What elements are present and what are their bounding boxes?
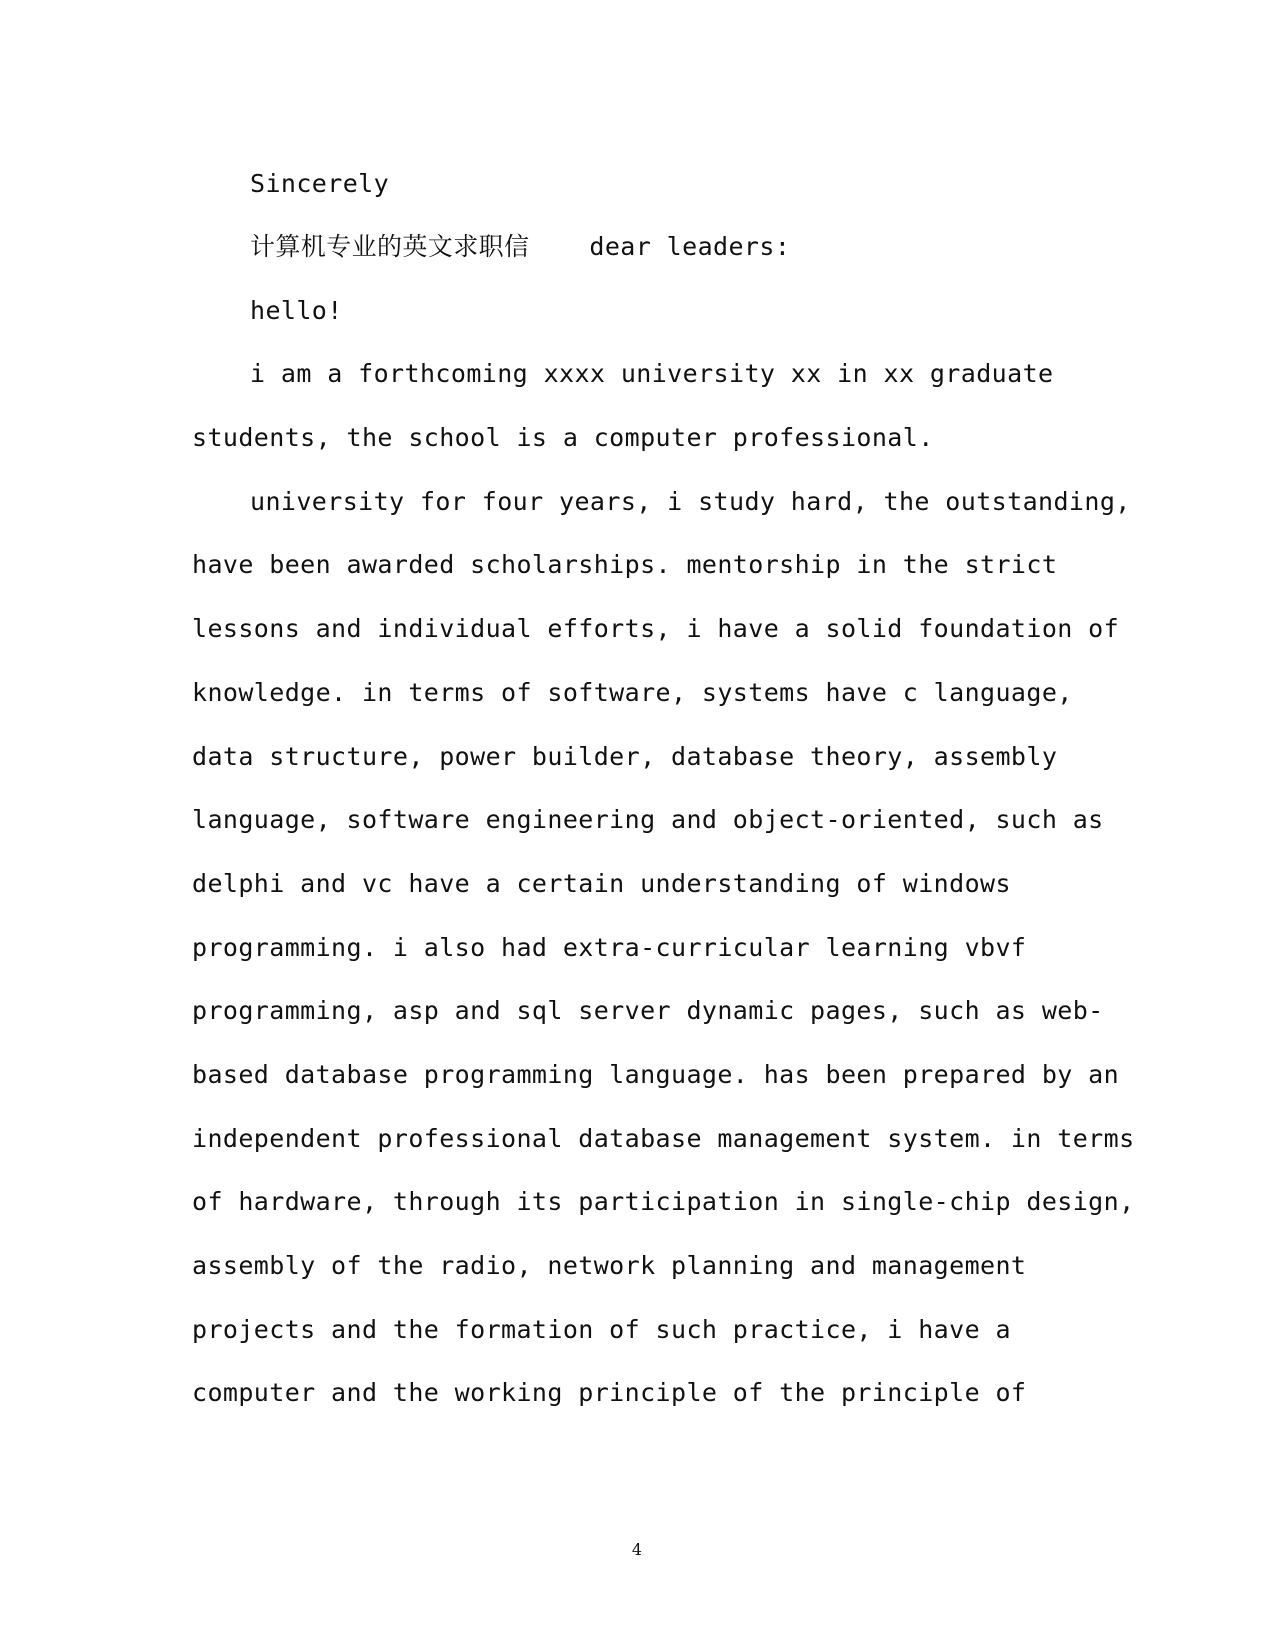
paragraph-line: computer and the working principle of the principle of: [192, 1378, 1027, 1407]
paragraph-line: university for four years, i study hard, the outstanding,: [250, 487, 1131, 516]
paragraph-line: have been awarded scholarships. mentorship in the strict: [192, 550, 1058, 579]
paragraph-line: projects and the formation of such practice, i have a: [192, 1315, 1011, 1344]
paragraph-line: assembly of the radio, network planning and management: [192, 1251, 1027, 1280]
paragraph-line: language, software engineering and object-oriented, such as: [192, 805, 1104, 834]
greeting-line: hello!: [250, 296, 343, 325]
paragraph-line: programming. i also had extra-curricular learning vbvf: [192, 933, 1027, 962]
paragraph-line: programming, asp and sql server dynamic pages, such as web-: [192, 996, 1104, 1025]
paragraph-line: knowledge. in terms of software, systems have c language,: [192, 678, 1073, 707]
paragraph-line: lessons and individual efforts, i have a solid foundation of: [192, 614, 1120, 643]
salutation: dear leaders:: [589, 232, 791, 261]
heading-line: [250, 232, 790, 262]
heading-cn: 计算机专业的英文求职信: [250, 232, 530, 261]
paragraph-line: independent professional database management system. in terms: [192, 1124, 1135, 1153]
paragraph-line: students, the school is a computer professional.: [192, 423, 934, 452]
page-number: 4: [631, 1540, 643, 1559]
closing-line: Sincerely: [250, 169, 390, 198]
paragraph-line: based database programming language. has been prepared by an: [192, 1060, 1120, 1089]
paragraph-line: delphi and vc have a certain understanding of windows: [192, 869, 1011, 898]
paragraph-line: i am a forthcoming xxxx university xx in xx graduate: [250, 359, 1054, 388]
paragraph-line: of hardware, through its participation in single-chip design,: [192, 1187, 1135, 1216]
paragraph-line: data structure, power builder, database theory, assembly: [192, 742, 1058, 771]
